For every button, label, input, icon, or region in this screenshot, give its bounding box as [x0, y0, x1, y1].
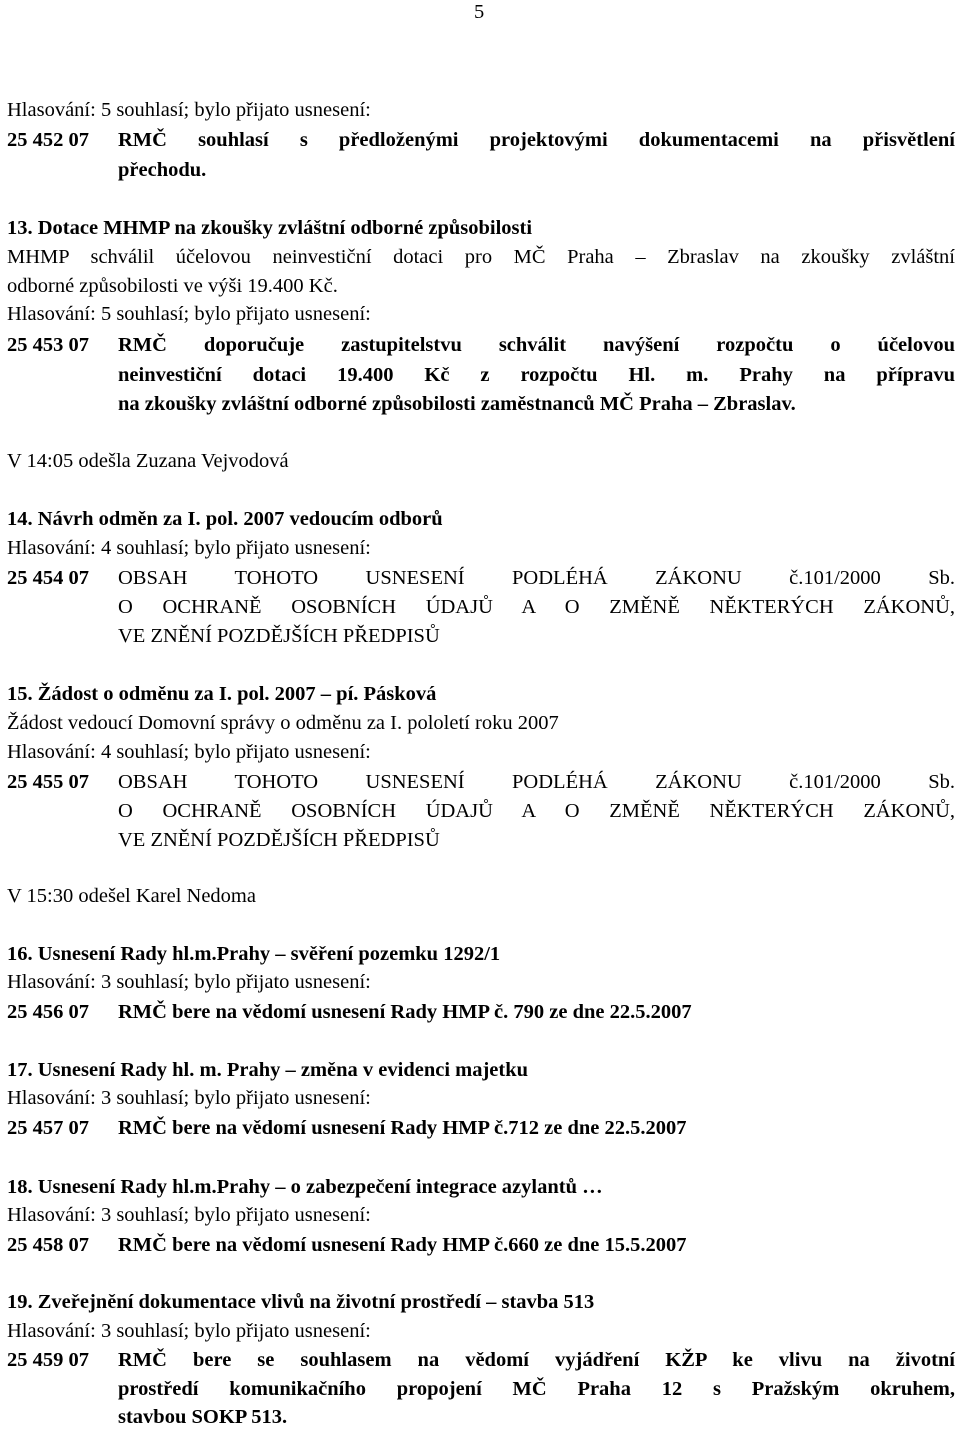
- section-heading: 18. Usnesení Rady hl.m.Prahy – o zabezpečení integrace azylantů …: [7, 1176, 603, 1198]
- paragraph: odborné způsobilosti ve výši 19.400 Kč.: [7, 275, 338, 297]
- resolution-text: prostředí komunikačního propojení MČ Praha 12 s Pražským okruhem,: [118, 1378, 955, 1400]
- vote-line: Hlasování: 5 souhlasí; bylo přijato usnesení:: [7, 99, 371, 121]
- section-heading: 17. Usnesení Rady hl. m. Prahy – změna v evidenci majetku: [7, 1059, 529, 1081]
- resolution-text: na zkoušky zvláštní odborné způsobilosti zaměstnanců MČ Praha – Zbraslav.: [118, 393, 796, 415]
- resolution-text: OBSAH TOHOTO USNESENÍ PODLÉHÁ ZÁKONU č.101/2000 Sb.: [118, 771, 955, 793]
- resolution-text: přechodu.: [118, 159, 207, 181]
- resolution-number: 25 459 07: [7, 1349, 89, 1371]
- resolution-text: RMČ bere na vědomí usnesení Rady HMP č. 790 ze dne 22.5.2007: [118, 1001, 692, 1023]
- vote-line: Hlasování: 3 souhlasí; bylo přijato usnesení:: [7, 1087, 371, 1109]
- attendance-note: V 14:05 odešla Zuzana Vejvodová: [7, 450, 289, 472]
- resolution-text: O OCHRANĚ OSOBNÍCH ÚDAJŮ A O ZMĚNĚ NĚKTERÝCH ZÁKONŮ,: [118, 596, 955, 618]
- resolution-text: RMČ doporučuje zastupitelstvu schválit navýšení rozpočtu o účelovou: [118, 334, 955, 356]
- vote-line: Hlasování: 3 souhlasí; bylo přijato usnesení:: [7, 971, 371, 993]
- resolution-text: RMČ bere na vědomí usnesení Rady HMP č.660 ze dne 15.5.2007: [118, 1234, 687, 1256]
- paragraph: MHMP schválil účelovou neinvestiční dotaci pro MČ Praha – Zbraslav na zkoušky zvláštní: [7, 246, 955, 268]
- attendance-note: V 15:30 odešel Karel Nedoma: [7, 885, 256, 907]
- resolution-number: 25 452 07: [7, 129, 89, 151]
- section-heading: 19. Zveřejnění dokumentace vlivů na životní prostředí – stavba 513: [7, 1291, 595, 1313]
- resolution-text: RMČ souhlasí s předloženými projektovými dokumentacemi na přisvětlení: [118, 129, 955, 151]
- resolution-text: OBSAH TOHOTO USNESENÍ PODLÉHÁ ZÁKONU č.101/2000 Sb.: [118, 567, 955, 589]
- section-heading: 15. Žádost o odměnu za I. pol. 2007 – pí. Pásková: [7, 683, 437, 705]
- vote-line: Hlasování: 3 souhlasí; bylo přijato usnesení:: [7, 1204, 371, 1226]
- resolution-text: stavbou SOKP 513.: [118, 1406, 288, 1428]
- resolution-text: RMČ bere na vědomí usnesení Rady HMP č.712 ze dne 22.5.2007: [118, 1117, 687, 1139]
- vote-line: Hlasování: 5 souhlasí; bylo přijato usnesení:: [7, 303, 371, 325]
- section-heading: 14. Návrh odměn za I. pol. 2007 vedoucím odborů: [7, 508, 443, 530]
- resolution-number: 25 456 07: [7, 1001, 89, 1023]
- vote-line: Hlasování: 4 souhlasí; bylo přijato usnesení:: [7, 537, 371, 559]
- page-number: 5: [474, 1, 485, 23]
- resolution-text: neinvestiční dotaci 19.400 Kč z rozpočtu Hl. m. Prahy na přípravu: [118, 364, 955, 386]
- resolution-number: 25 453 07: [7, 334, 89, 356]
- section-heading: 16. Usnesení Rady hl.m.Prahy – svěření pozemku 1292/1: [7, 943, 501, 965]
- vote-line: Hlasování: 4 souhlasí; bylo přijato usnesení:: [7, 741, 371, 763]
- vote-line: Hlasování: 3 souhlasí; bylo přijato usnesení:: [7, 1320, 371, 1342]
- resolution-number: 25 455 07: [7, 771, 89, 793]
- resolution-number: 25 458 07: [7, 1234, 89, 1256]
- resolution-text: VE ZNĚNÍ POZDĚJŠÍCH PŘEDPISŮ: [118, 829, 440, 851]
- paragraph: Žádost vedoucí Domovní správy o odměnu za I. pololetí roku 2007: [7, 712, 559, 734]
- resolution-text: VE ZNĚNÍ POZDĚJŠÍCH PŘEDPISŮ: [118, 625, 440, 647]
- resolution-number: 25 454 07: [7, 567, 89, 589]
- resolution-text: RMČ bere se souhlasem na vědomí vyjádření KŽP ke vlivu na životní: [118, 1349, 955, 1371]
- resolution-number: 25 457 07: [7, 1117, 89, 1139]
- section-heading: 13. Dotace MHMP na zkoušky zvláštní odborné způsobilosti: [7, 217, 533, 239]
- resolution-text: O OCHRANĚ OSOBNÍCH ÚDAJŮ A O ZMĚNĚ NĚKTERÝCH ZÁKONŮ,: [118, 800, 955, 822]
